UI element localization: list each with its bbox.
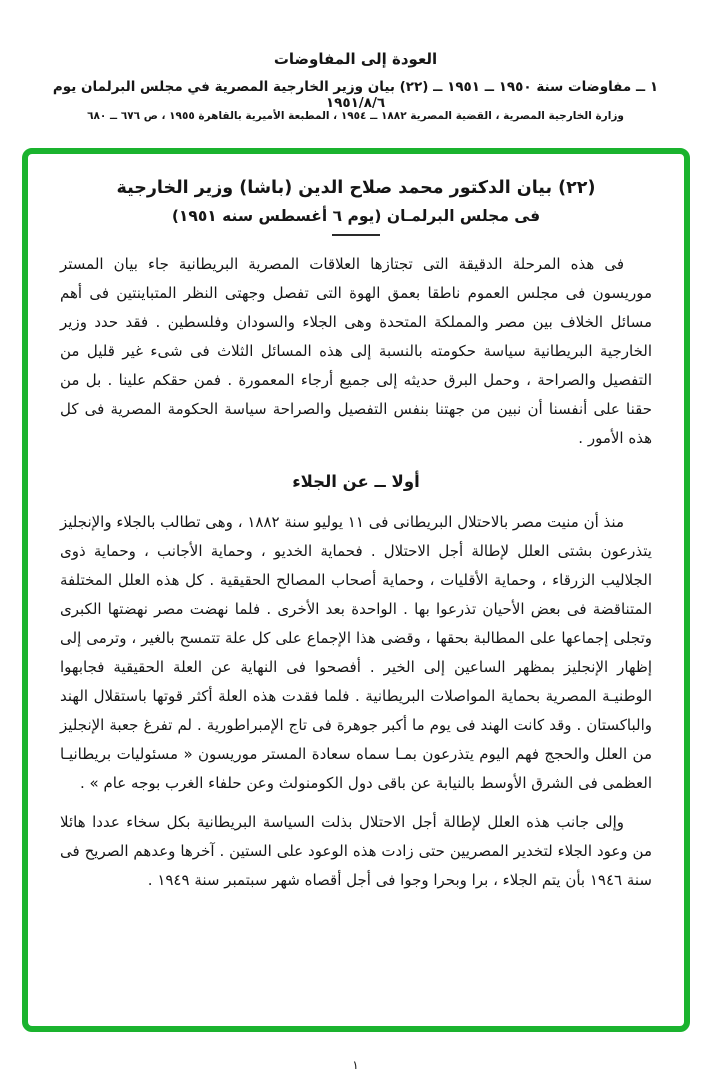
document-title-line2: فى مجلس البرلمـان (يوم ٦ أغسطس سنه ١٩٥١): [171, 207, 541, 225]
page-header-title: العودة إلى المفاوضات: [273, 50, 438, 68]
title-separator-rule: [332, 234, 380, 236]
section-heading-evacuation: أولا ــ عن الجلاء: [292, 472, 420, 491]
highlight-frame: [22, 148, 690, 1032]
section-paragraph: وإلى جانب هذه العلل لإطالة أجل الاحتلال بذلت السياسة البريطانية بكل سخاء عددا هائلا من وعود الجلاء لتخدير المصريين حتى زادت هذه الوعود على الستين . آخرها وعدهم الصريح فى سنة ١٩٤٦ بأن يتم الجلاء ، برا وبحرا وجوا فى أجل أقصاه شهر سبتمبر سنة ١٩٤٩ .: [60, 813, 652, 889]
intro-paragraph: فى هذه المرحلة الدقيقة التى تجتازها العلاقات المصرية البريطانية جاء بيان المستر موريسون فى مجلس العموم ناطقا بعمق الهوة التى تفصل وجهتى النظر المتباينتين فى أهم مسائل الخلاف بين مصر والمملكة المتحدة وهى الجلاء والسودان وفلسطين . فقد حدد وزير الخارجية البريطانية سياسة حكومته بالنسبة إلى هذه المسائل الثلاث فى شىء غير قليل من التفصيل والصراحة ، وحمل البرق حديثه إلى جميع أرجاء المعمورة . فمن حقكم علينا . بل من حقنا على أنفسنا أن نبين من جهتنا بنفس التفصيل والصراحة سياسة الحكومة المصرية فى كل هذه الأمور .: [60, 255, 652, 447]
source-citation: وزارة الخارجية المصرية ، القضية المصرية ١٨٨٢ ــ ١٩٥٤ ، المطبعة الأميرية بالقاهرة ١٩٥٥ ، ص ٦٧٦ ــ ٦٨٠: [87, 110, 624, 122]
document-title-line1: (٢٢) بيان الدكتور محمد صلاح الدين (باشا) وزير الخارجية: [116, 178, 596, 198]
page-number: ١: [352, 1058, 359, 1072]
document-body: [60, 250, 652, 895]
page-header-subtitle: ١ ــ مفاوضات سنة ١٩٥٠ ــ ١٩٥١ ــ (٢٢) بيان وزير الخارجية المصرية في مجلس البرلمان يوم ١٩٥١/٨/٦: [52, 79, 659, 111]
section-paragraph: منذ أن منيت مصر بالاحتلال البريطانى فى ١١ يوليو سنة ١٨٨٢ ، وهى تطالب بالجلاء والإنجليز يتذرعون بشتى العلل لإطالة أجل الاحتلال . فحماية الخديو ، وحماية الأجانب ، وحماية ذوى الجلاليب الزرقاء ، وحماية الأقليات ، وحماية أصحاب المصالح الحقيقية . كل هذه العلل المختلفة المتناقضة فى بعض الأحيان تذرعوا بها . الواحدة بعد الأخرى . فلما نهضت مصر نهضتها الكبرى وتجلى إجماعها على المطالبة بحقها ، وقضى هذا الإجماع على كل علة تتمسح بالغير ، وترمى إلى إظهار الإنجليز بمظهر الساعين إلى الخير . أفصحوا فى النهاية عن العلة الحقيقية فجابهوا الوطنيـة المصرية بحماية المواصلات البريطانية . فلما فقدت هذه العلة أكثر قوتها باستقلال الهند والباكستان . وقد كانت الهند فى يوم ما أكبر جوهرة فى تاج الإمبراطورية . لم تفرغ جعبة الإنجليز من العلل والحجج فهم اليوم يتذرعون بمـا سماه سعادة المستر موريسون « مسئوليات بريطانيـا العظمى فى الشرق الأوسط بالنيابة عن باقى دول الكومنولث وعن حلفاء الغرب بوجه عام » .: [60, 513, 652, 792]
